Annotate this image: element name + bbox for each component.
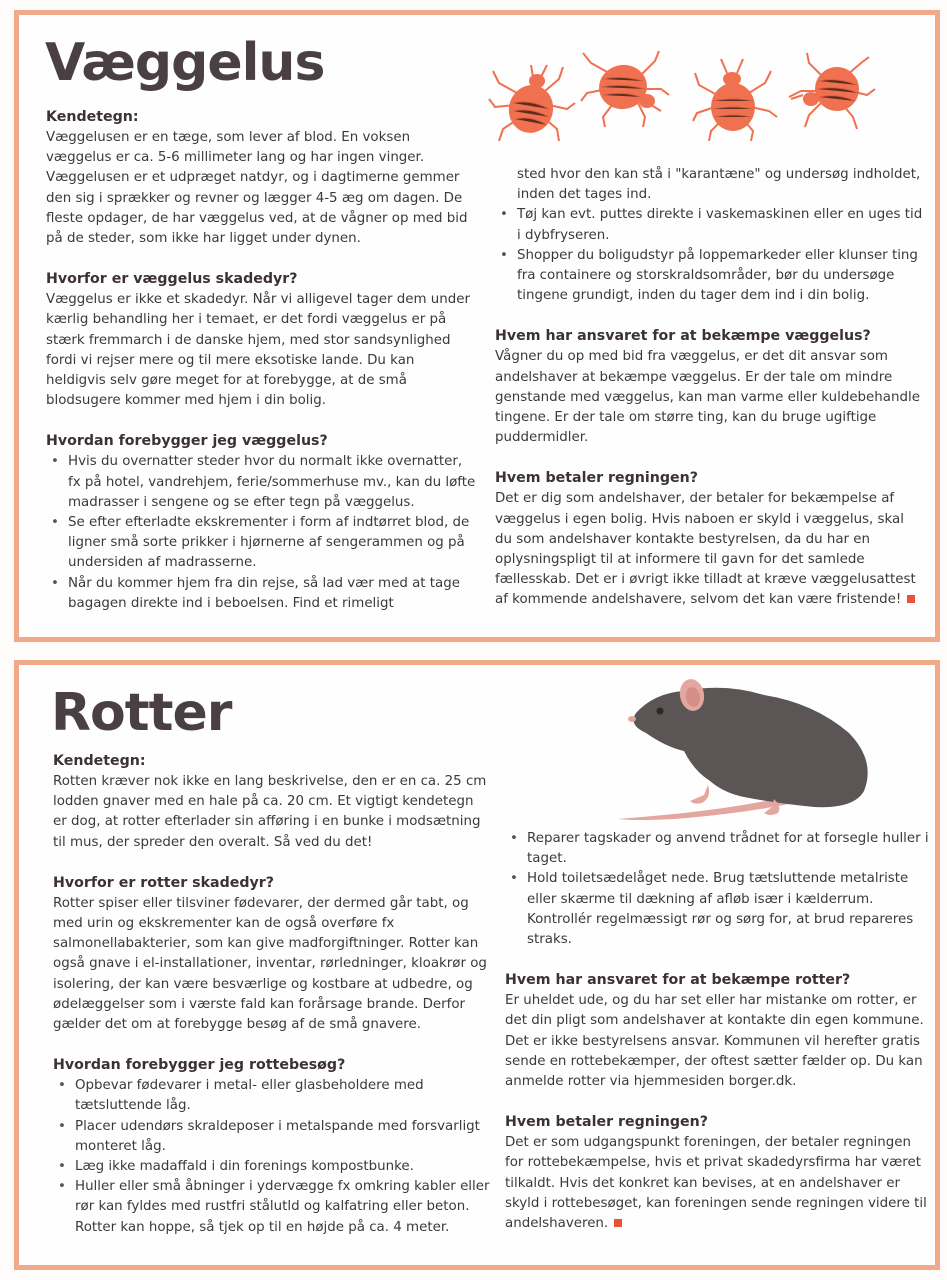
rat-illustration xyxy=(614,673,884,823)
list-item: • Se efter efterladte ekskrementer i form af indtørret blod, de ligner små sorte prikker i hjørnerne af sengerammen og på undersiden af madrasserne. xyxy=(46,513,478,574)
list-item: • Hold toiletsædelåget nede. Brug tætsluttende metalriste eller skærme til dækning af afløb især i kælderrum. Kontrollér regelmæssigt rør og sørg for, at brud repareres straks. xyxy=(505,869,929,950)
list-item: • Opbevar fødevarer i metal- eller glasbeholdere med tætsluttende låg. xyxy=(53,1076,491,1116)
rat-skadedyr-heading: Hvorfor er rotter skadedyr? xyxy=(53,874,275,891)
bedbug-ansvar-heading: Hvem har ansvaret for at bekæmpe væggelus? xyxy=(495,328,871,345)
rat-right-column xyxy=(505,829,929,1234)
bedbug-illustration-2 xyxy=(579,49,671,129)
rat-ansvar-heading: Hvem har ansvaret for at bekæmpe rotter? xyxy=(505,972,851,989)
bedbug-forebyg-list xyxy=(46,452,478,614)
list-item: • Huller eller små åbninger i ydervægge fx omkring kabler eller rør kan fyldes med rustfri stålutld og kalfatring eller beton. Rotter kan hoppe, så tjek op til en højde på ca. 4 meter. xyxy=(53,1177,491,1238)
rat-left-column xyxy=(53,751,491,1238)
bedbug-title: Væggelus xyxy=(45,33,325,93)
rat-body xyxy=(634,688,868,807)
rat-forebyg-list-right xyxy=(505,829,929,950)
rat-kendetegn-text: Rotten kræver nok ikke en lang beskrivelse, den er en ca. 25 cm lodden gnaver med en hale på ca. 20 cm. Et vigtigt kendetegn er dog, at rotter efterlader sin afføring i en bunke i modsætning til mus, der spreder den overalt. Så ved du det! xyxy=(53,774,487,850)
list-item: • Læg ikke madaffald i din forenings kompostbunke. xyxy=(53,1157,491,1177)
bedbug-right-column xyxy=(495,165,925,611)
bedbug-illustration-3 xyxy=(689,55,779,141)
bedbug-kendetegn-text: Væggelusen er en tæge, som lever af blod. En voksen væggelus er ca. 5-6 millimeter lang og har ingen vinger. Væggelusen er et udpræget natdyr, og i dagtimerne gemmer den sig i sprækker og revner og lægger 4-5 æg om dagen. De fleste opdager, de har væggelus ved, at de vågner op med bid på de steder, som ikke har ligget under dynen. xyxy=(46,130,468,247)
rat-betaler-heading: Hvem betaler regningen? xyxy=(505,1114,708,1131)
bedbug-skadedyr-heading: Hvorfor er væggelus skadedyr? xyxy=(46,271,298,288)
bedbug-forebyg-list-right xyxy=(495,205,925,306)
bedbug-betaler-paragraph xyxy=(495,489,925,610)
rat-skadedyr-text: Rotter spiser eller tilsviner fødevarer, der dermed går tabt, og med urin og ekskrementer kan de også overføre fx salmonellabakterier, som kan give madforgiftninger. Rotter kan også gnave i el-installationer, inventar, rørledninger, kloakrør og isolering, der kan være besværlige og kostbare at udbedre, og ødelæggelser som i værste fald kan forårsage brande. Derfor gælder det om at forebygge besøg af de små gnavere. xyxy=(53,895,487,1033)
rat-nose xyxy=(628,716,636,722)
bedbug-skadedyr-text: Væggelus er ikke et skadedyr. Når vi alligevel tager dem under kærlig behandling her i temaet, er det fordi væggelus er på stærk fremmarch i de danske hjem, med stor sandsynlighed fordi vi rejser mere og til mere eksotiske lande. Du kan heldigvis selv gøre meget for at forebygge, at de små blodsugere kommer med hjem i din bolig. xyxy=(46,292,470,409)
rat-section xyxy=(14,660,940,1270)
rat-ansvar-text: Er uheldet ude, og du har set eller har mistanke om rotter, er det din pligt som andelshaver at kontakte din egen kommune. Det er ikke bestyrelsens ansvar. Kommunen vil herefter gratis sende en rottebekæmper, der oftest sætter fælder op. Du kan anmelde rotter via hjemmesiden borger.dk. xyxy=(505,993,924,1090)
rat-forebyg-heading: Hvordan forebygger jeg rottebesøg? xyxy=(53,1057,346,1074)
list-item: • Når du kommer hjem fra din rejse, så lad vær med at tage bagagen direkte ind i beboelsen. Find et rimeligt xyxy=(46,574,478,614)
rat-title: Rotter xyxy=(51,683,232,743)
list-item: • Hvis du overnatter steder hvor du normalt ikke overnatter, fx på hotel, vandrehjem, ferie/sommerhuse mv., kan du løfte madrasser i sengene og se efter tegn på væggelus. xyxy=(46,452,478,513)
bedbug-betaler-heading: Hvem betaler regningen? xyxy=(495,470,698,487)
bedbug-left-column xyxy=(46,107,478,614)
list-item: • Placer udendørs skraldeposer i metalspande med forsvarligt monteret låg. xyxy=(53,1117,491,1157)
bedbug-illustration-1 xyxy=(487,63,577,143)
end-mark-icon xyxy=(614,1219,622,1227)
bedbug-betaler-text: Det er dig som andelshaver, der betaler for bekæmpelse af væggelus i egen bolig. Hvis naboen er skyld i væggelus, skal du som andelshaver kontakte bestyrelsen, da du har en oplysningspligt til at informere til gavn for det samlede fællesskab. Det er i øvrigt ikke tilladt at kræve væggelusattest af kommende andelshavere, selvom det kan være fristende! xyxy=(495,491,916,608)
bedbug-section xyxy=(14,10,940,642)
rat-betaler-text: Det er som udgangspunkt foreningen, der betaler regningen for rottebekæmpelse, hvis et privat skadedyrsfirma har været tilkaldt. Hvis det konkret kan bevises, at en andelshaver er skyld i rottebesøget, kan foreningen sende regningen videre til andelshaveren. xyxy=(505,1135,927,1232)
bedbug-illustration-4 xyxy=(787,51,877,131)
bedbug-forebyg-heading: Hvordan forebygger jeg væggelus? xyxy=(46,433,328,450)
rat-forebyg-list xyxy=(53,1076,491,1238)
rat-betaler-paragraph xyxy=(505,1133,929,1234)
bedbug-kendetegn-heading: Kendetegn: xyxy=(46,109,139,125)
bedbug-ansvar-text: Vågner du op med bid fra væggelus, er det dit ansvar som andelshaver at bekæmpe væggelus. Er der tale om mindre genstande med væggelus, kan man varme eller kuldebehandle tingene. Er der tale om større ting, kan du bruge ugiftige puddermidler. xyxy=(495,349,920,446)
list-item: • Tøj kan evt. puttes direkte i vaskemaskinen eller en uges tid i dybfryseren. xyxy=(495,205,925,245)
rat-eye xyxy=(657,708,664,715)
rat-kendetegn-heading: Kendetegn: xyxy=(53,753,146,769)
bedbug-forebyg-continued: sted hvor den kan stå i "karantæne" og undersøg indholdet, inden det tages ind. xyxy=(517,167,921,203)
end-mark-icon xyxy=(907,595,915,603)
list-item: • Reparer tagskader og anvend trådnet for at forsegle huller i taget. xyxy=(505,829,929,869)
list-item: • Shopper du boligudstyr på loppemarkeder eller klunser ting fra containere og storskraldsområder, bør du undersøge tingene grundigt, inden du tager dem ind i din bolig. xyxy=(495,246,925,307)
